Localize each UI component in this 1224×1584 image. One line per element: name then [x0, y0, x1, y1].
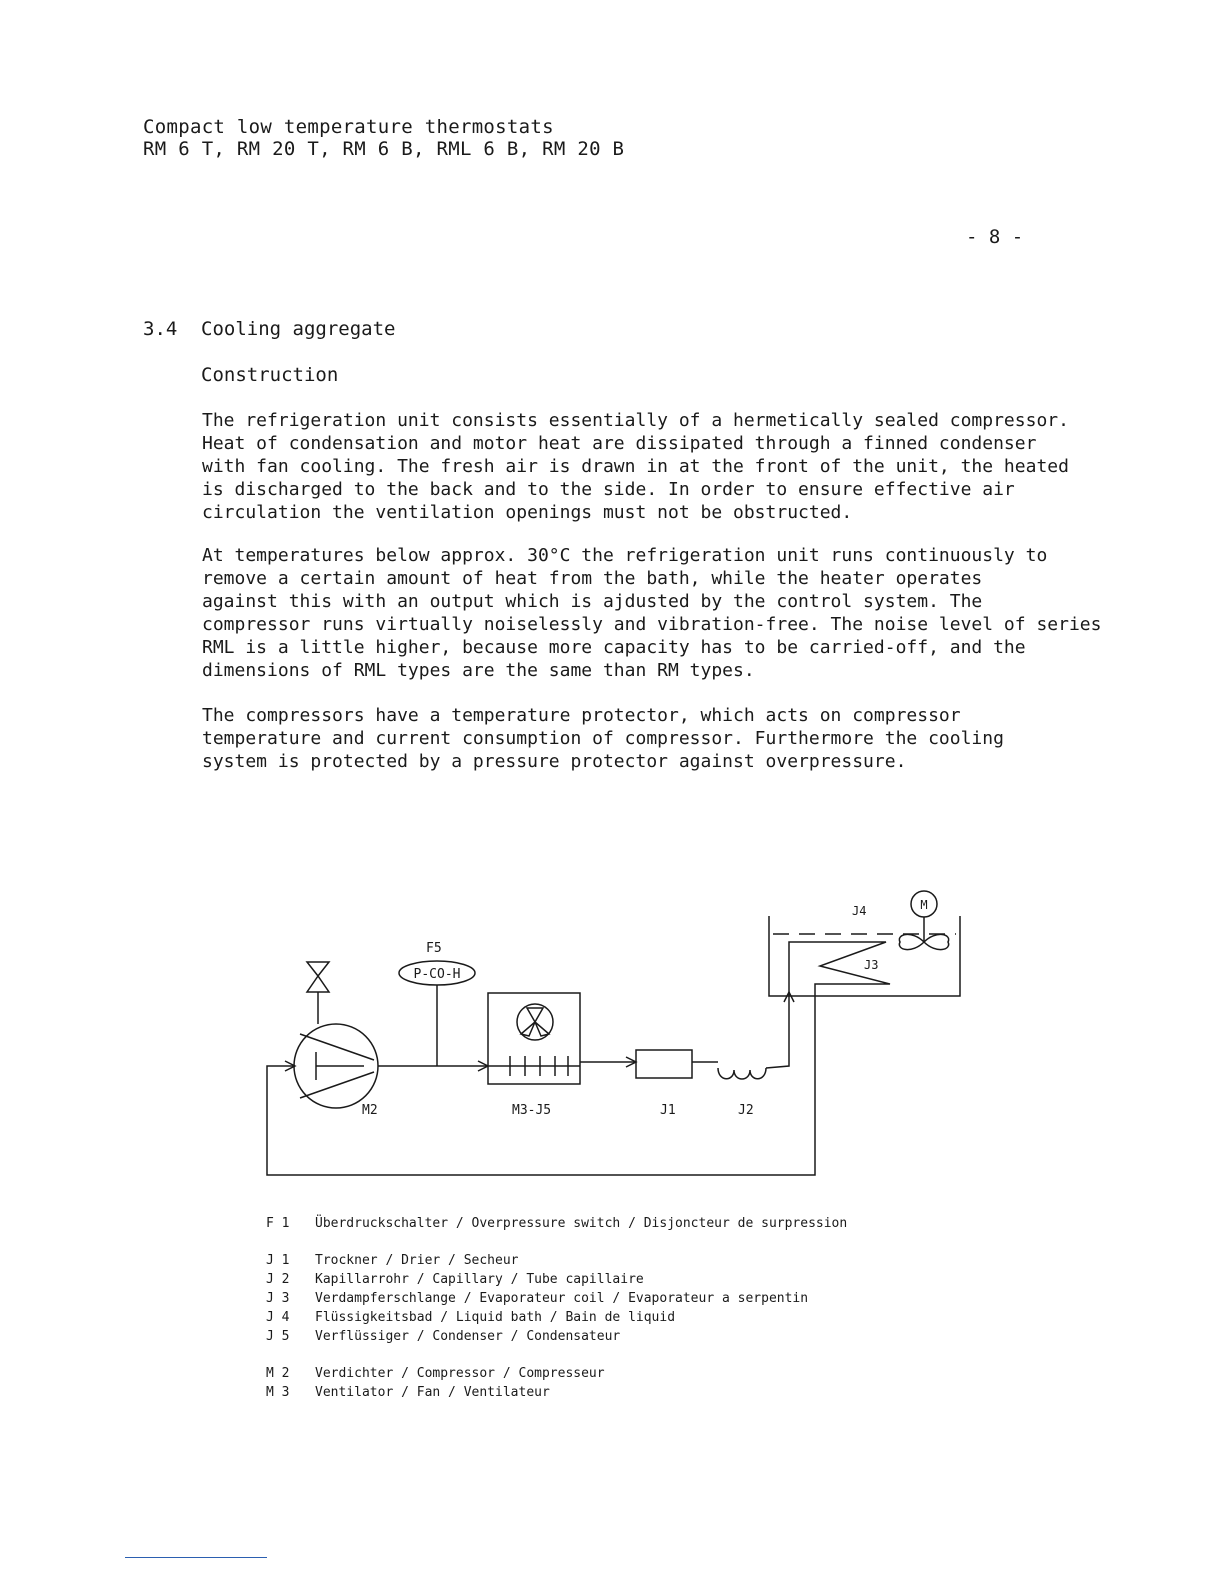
drier-box: [636, 1050, 692, 1078]
paragraph-line: with fan cooling. The fresh air is drawn in at the front of the unit, the heated: [202, 456, 1069, 477]
legend-text: Kapillarrohr / Capillary / Tube capillaire: [315, 1272, 644, 1287]
compressor-upper-chord: [300, 1034, 374, 1060]
paragraph-line: RML is a little higher, because more capacity has to be carried-off, and the: [202, 637, 1026, 658]
paragraph-line: The refrigeration unit consists essentially of a hermetically sealed compressor.: [202, 410, 1069, 431]
label-m3j5: M3-J5: [512, 1103, 552, 1118]
return-pipe: [267, 990, 815, 1175]
paragraph-line: against this with an output which is ajdusted by the control system. The: [202, 591, 983, 612]
legend-text: Verdichter / Compressor / Compresseur: [315, 1366, 605, 1381]
document-title: Compact low temperature thermostats: [143, 116, 554, 138]
label-pcoh: P-CO-H: [413, 967, 461, 982]
section-subtitle: Construction: [201, 364, 339, 386]
paragraph-line: At temperatures below approx. 30°C the refrigeration unit runs continuously to: [202, 545, 1048, 566]
legend-code: J 1: [266, 1253, 290, 1268]
paragraph-line: dimensions of RML types are the same than RM types.: [202, 660, 755, 681]
legend-code: J 3: [266, 1291, 290, 1306]
section-title: Cooling aggregate: [201, 318, 396, 340]
footer-rule: [125, 1557, 267, 1558]
paragraph-line: The compressors have a temperature protector, which acts on compressor: [202, 705, 961, 726]
section-number: 3.4: [143, 318, 178, 340]
label-m2: M2: [362, 1103, 378, 1118]
legend-text: Ventilator / Fan / Ventilateur: [315, 1385, 550, 1400]
fan-blade: [527, 1008, 543, 1022]
legend-code: M 2: [266, 1366, 290, 1381]
label-j4: J4: [852, 904, 867, 918]
condenser-box: [488, 993, 580, 1084]
legend-code: M 3: [266, 1385, 290, 1400]
legend-code: F 1: [266, 1216, 290, 1231]
legend-code: J 2: [266, 1272, 290, 1287]
legend-text: Überdruckschalter / Overpressure switch / Disjoncteur de surpression: [315, 1216, 848, 1231]
paragraph-line: remove a certain amount of heat from the bath, while the heater operates: [202, 568, 983, 589]
paragraph-line: system is protected by a pressure protector against overpressure.: [202, 751, 907, 772]
paragraph-line: temperature and current consumption of compressor. Furthermore the cooling: [202, 728, 1004, 749]
label-motor: M: [920, 898, 928, 912]
model-list: RM 6 T, RM 20 T, RM 6 B, RML 6 B, RM 20 B: [143, 138, 625, 160]
label-j1: J1: [660, 1103, 676, 1118]
capillary-coil: [718, 1068, 766, 1079]
legend-code: J 4: [266, 1310, 290, 1325]
legend-code: J 5: [266, 1329, 290, 1344]
paragraph-line: Heat of condensation and motor heat are dissipated through a finned condenser: [202, 433, 1037, 454]
valve-bottom-triangle: [307, 976, 329, 992]
fan-blade: [535, 1022, 549, 1036]
label-j3: J3: [864, 958, 879, 972]
page-number: - 8 -: [966, 226, 1024, 248]
compressor-lower-chord: [300, 1072, 374, 1098]
legend-text: Verdampferschlange / Evaporateur coil / Evaporateur a serpentin: [315, 1291, 809, 1306]
label-f5: F5: [426, 941, 442, 956]
legend-text: Trockner / Drier / Secheur: [315, 1253, 519, 1268]
capillary-to-evaporator: [766, 992, 789, 1068]
paragraph-line: circulation the ventilation openings must not be obstructed.: [202, 502, 853, 523]
legend-text: Flüssigkeitsbad / Liquid bath / Bain de liquid: [315, 1310, 676, 1325]
paragraph-line: is discharged to the back and to the side. In order to ensure effective air: [202, 479, 1015, 500]
valve-top-triangle: [307, 962, 329, 976]
legend-text: Verflüssiger / Condenser / Condensateur: [315, 1329, 621, 1344]
fan-blade: [521, 1022, 535, 1036]
label-j2: J2: [738, 1103, 754, 1118]
paragraph-line: compressor runs virtually noiselessly and vibration-free. The noise level of series: [202, 614, 1102, 635]
